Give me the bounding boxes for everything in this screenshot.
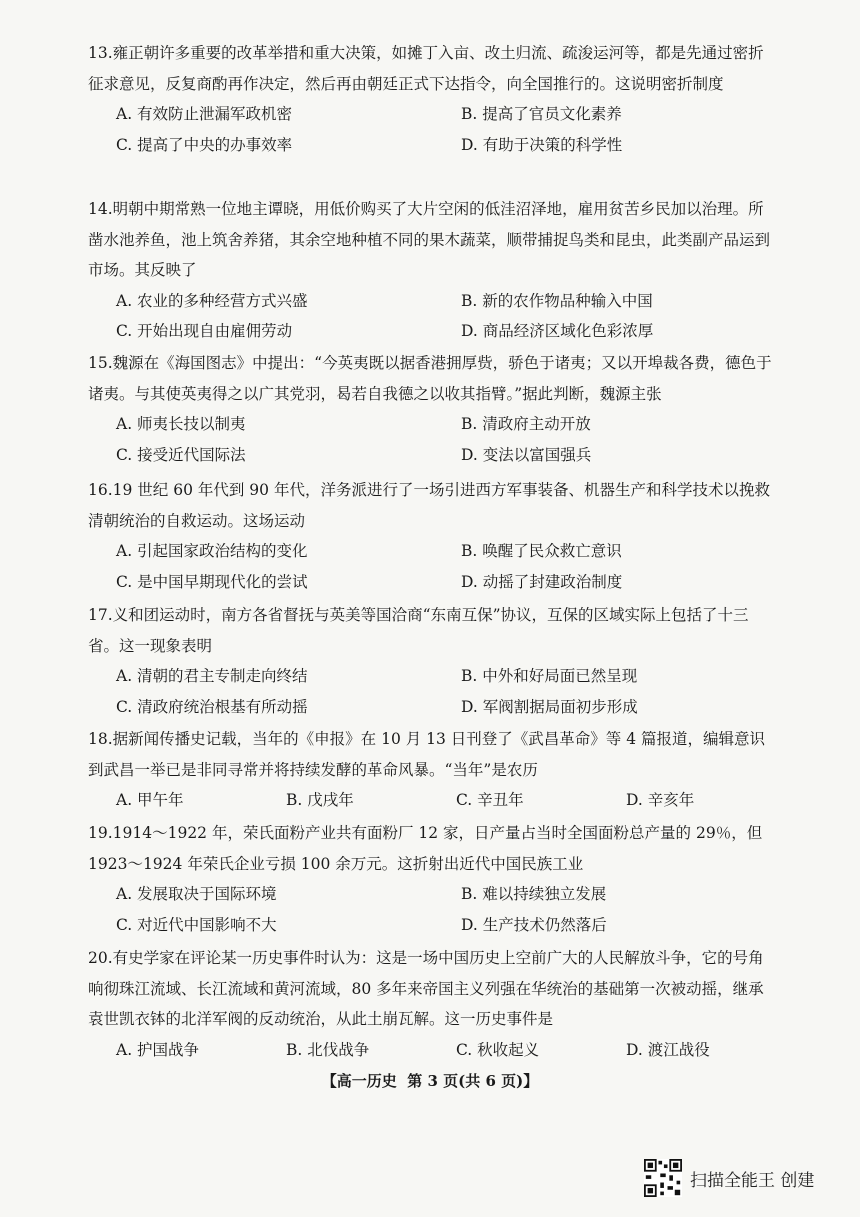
option-a: A. 护国战争	[116, 1040, 200, 1059]
option-d: D. 辛亥年	[626, 791, 695, 809]
option-d: D. 军阀割据局面初步形成	[461, 697, 638, 716]
question-20	[88, 943, 778, 1065]
footer-subject: 高一历史	[336, 1072, 397, 1090]
option-c: C. 开始出现自由雇佣劳动	[116, 322, 293, 340]
question-stem: 19.1914～1922 年，荣氏面粉产业共有面粉厂 12 家，日产量占当时全国面粉总产量的 29％，但1923～1924 年荣氏企业亏损 100 余万元。这折射出近代中国民族工业	[88, 824, 763, 873]
option-b: B. 清政府主动开放	[461, 415, 591, 433]
question-16	[88, 475, 778, 597]
question-stem: 18.据新闻传播史记载，当年的《申报》在 10 月 13 日刊登了《武昌革命》等 4 篇报道，编辑意识到武昌一举已是非同寻常并将持续发酵的革命风暴。“当年”是农历	[88, 730, 766, 779]
option-a: A. 有效防止泄漏军政机密	[116, 105, 293, 123]
question-18	[88, 724, 778, 816]
options	[116, 409, 778, 470]
question-14	[88, 194, 778, 347]
option-b: B. 难以持续独立发展	[461, 885, 607, 903]
option-b: B. 中外和好局面已然呈现	[461, 667, 638, 685]
options	[116, 99, 778, 160]
options	[116, 661, 778, 722]
question-stem: 16.19 世纪 60 年代到 90 年代，洋务派进行了一场引进西方军事装备、机器生产和科学技术以挽救清朝统治的自救运动。这场运动	[88, 481, 770, 530]
option-b: B. 戊戌年	[286, 791, 354, 809]
option-a: A. 农业的多种经营方式兴盛	[116, 291, 308, 310]
options	[116, 785, 778, 816]
options	[116, 286, 778, 347]
option-b: B. 提高了官员文化素养	[461, 105, 622, 123]
footer-bracket-open: 【	[321, 1072, 337, 1090]
options	[116, 536, 778, 597]
option-a: A. 引起国家政治结构的变化	[116, 542, 308, 560]
option-c: C. 清政府统治根基有所动摇	[116, 697, 308, 716]
question-15	[88, 348, 778, 470]
option-b: B. 北伐战争	[286, 1040, 370, 1059]
footer-bracket-close: 】	[523, 1072, 539, 1090]
question-19	[88, 818, 778, 940]
option-a: A. 师夷长技以制夷	[116, 415, 246, 433]
question-stem: 17.义和团运动时，南方各省督抚与英美等国洽商“东南互保”协议，互保的区域实际上包括了十三省。这一现象表明	[88, 606, 749, 655]
option-d: D. 生产技术仍然落后	[461, 915, 607, 934]
qr-code-icon	[644, 1159, 682, 1197]
option-d: D. 动摇了封建政治制度	[461, 572, 623, 591]
question-stem: 20.有史学家在评论某一历史事件时认为：这是一场中国历史上空前广大的人民解放斗争，它的号角响彻珠江流域、长江流域和黄河流域，80 多年来帝国主义列强在华统治的基础第一次被动摇，继承袁世凯衣钵的北洋军阀的反动统治，从此土崩瓦解。这一历史事件是	[88, 949, 764, 1028]
option-c: C. 提高了中央的办事效率	[116, 135, 293, 154]
option-c: C. 是中国早期现代化的尝试	[116, 572, 308, 591]
option-c: C. 对近代中国影响不大	[116, 915, 277, 934]
scanner-watermark	[644, 1158, 844, 1198]
option-d: D. 有助于决策的科学性	[461, 135, 623, 154]
option-a: A. 发展取决于国际环境	[116, 885, 277, 903]
option-d: D. 变法以富国强兵	[461, 445, 592, 464]
option-a: A. 清朝的君主专制走向终结	[116, 667, 308, 685]
question-17	[88, 600, 778, 722]
watermark-text: 扫描全能王 创建	[690, 1170, 815, 1191]
option-c: C. 辛丑年	[456, 791, 524, 809]
question-stem: 15.魏源在《海国图志》中提出：“今英夷既以据香港拥厚赀，骄色于诸夷；又以开埠裁各费，德色于诸夷。与其使英夷得之以广其党羽，曷若自我德之以收其指臂。”据此判断，魏源主张	[88, 354, 772, 403]
option-a: A. 甲午年	[116, 791, 184, 809]
options	[116, 1035, 778, 1066]
option-b: B. 新的农作物品种输入中国	[461, 291, 653, 310]
option-c: C. 秋收起义	[456, 1040, 540, 1059]
page-footer	[0, 1070, 860, 1091]
question-stem: 14.明朝中期常熟一位地主谭晓，用低价购买了大片空闲的低洼沼泽地，雇用贫苦乡民加以治理。所凿水池养鱼，池上筑舍养猪，其余空地种植不同的果木蔬菜，顺带捕捉鸟类和昆虫，此类副产品运到市场。其反映了	[88, 200, 771, 279]
option-d: D. 渡江战役	[626, 1040, 710, 1059]
option-d: D. 商品经济区域化色彩浓厚	[461, 322, 654, 340]
option-b: B. 唤醒了民众救亡意识	[461, 542, 622, 560]
question-13	[88, 38, 778, 160]
footer-page-number: 第 3 页(共 6 页)	[407, 1072, 524, 1090]
question-stem: 13.雍正朝许多重要的改革举措和重大决策，如摊丁入亩、改土归流、疏浚运河等，都是先通过密折征求意见，反复商酌再作决定，然后再由朝廷正式下达指令，向全国推行的。这说明密折制度	[88, 44, 764, 93]
option-c: C. 接受近代国际法	[116, 445, 246, 464]
options	[116, 879, 778, 940]
